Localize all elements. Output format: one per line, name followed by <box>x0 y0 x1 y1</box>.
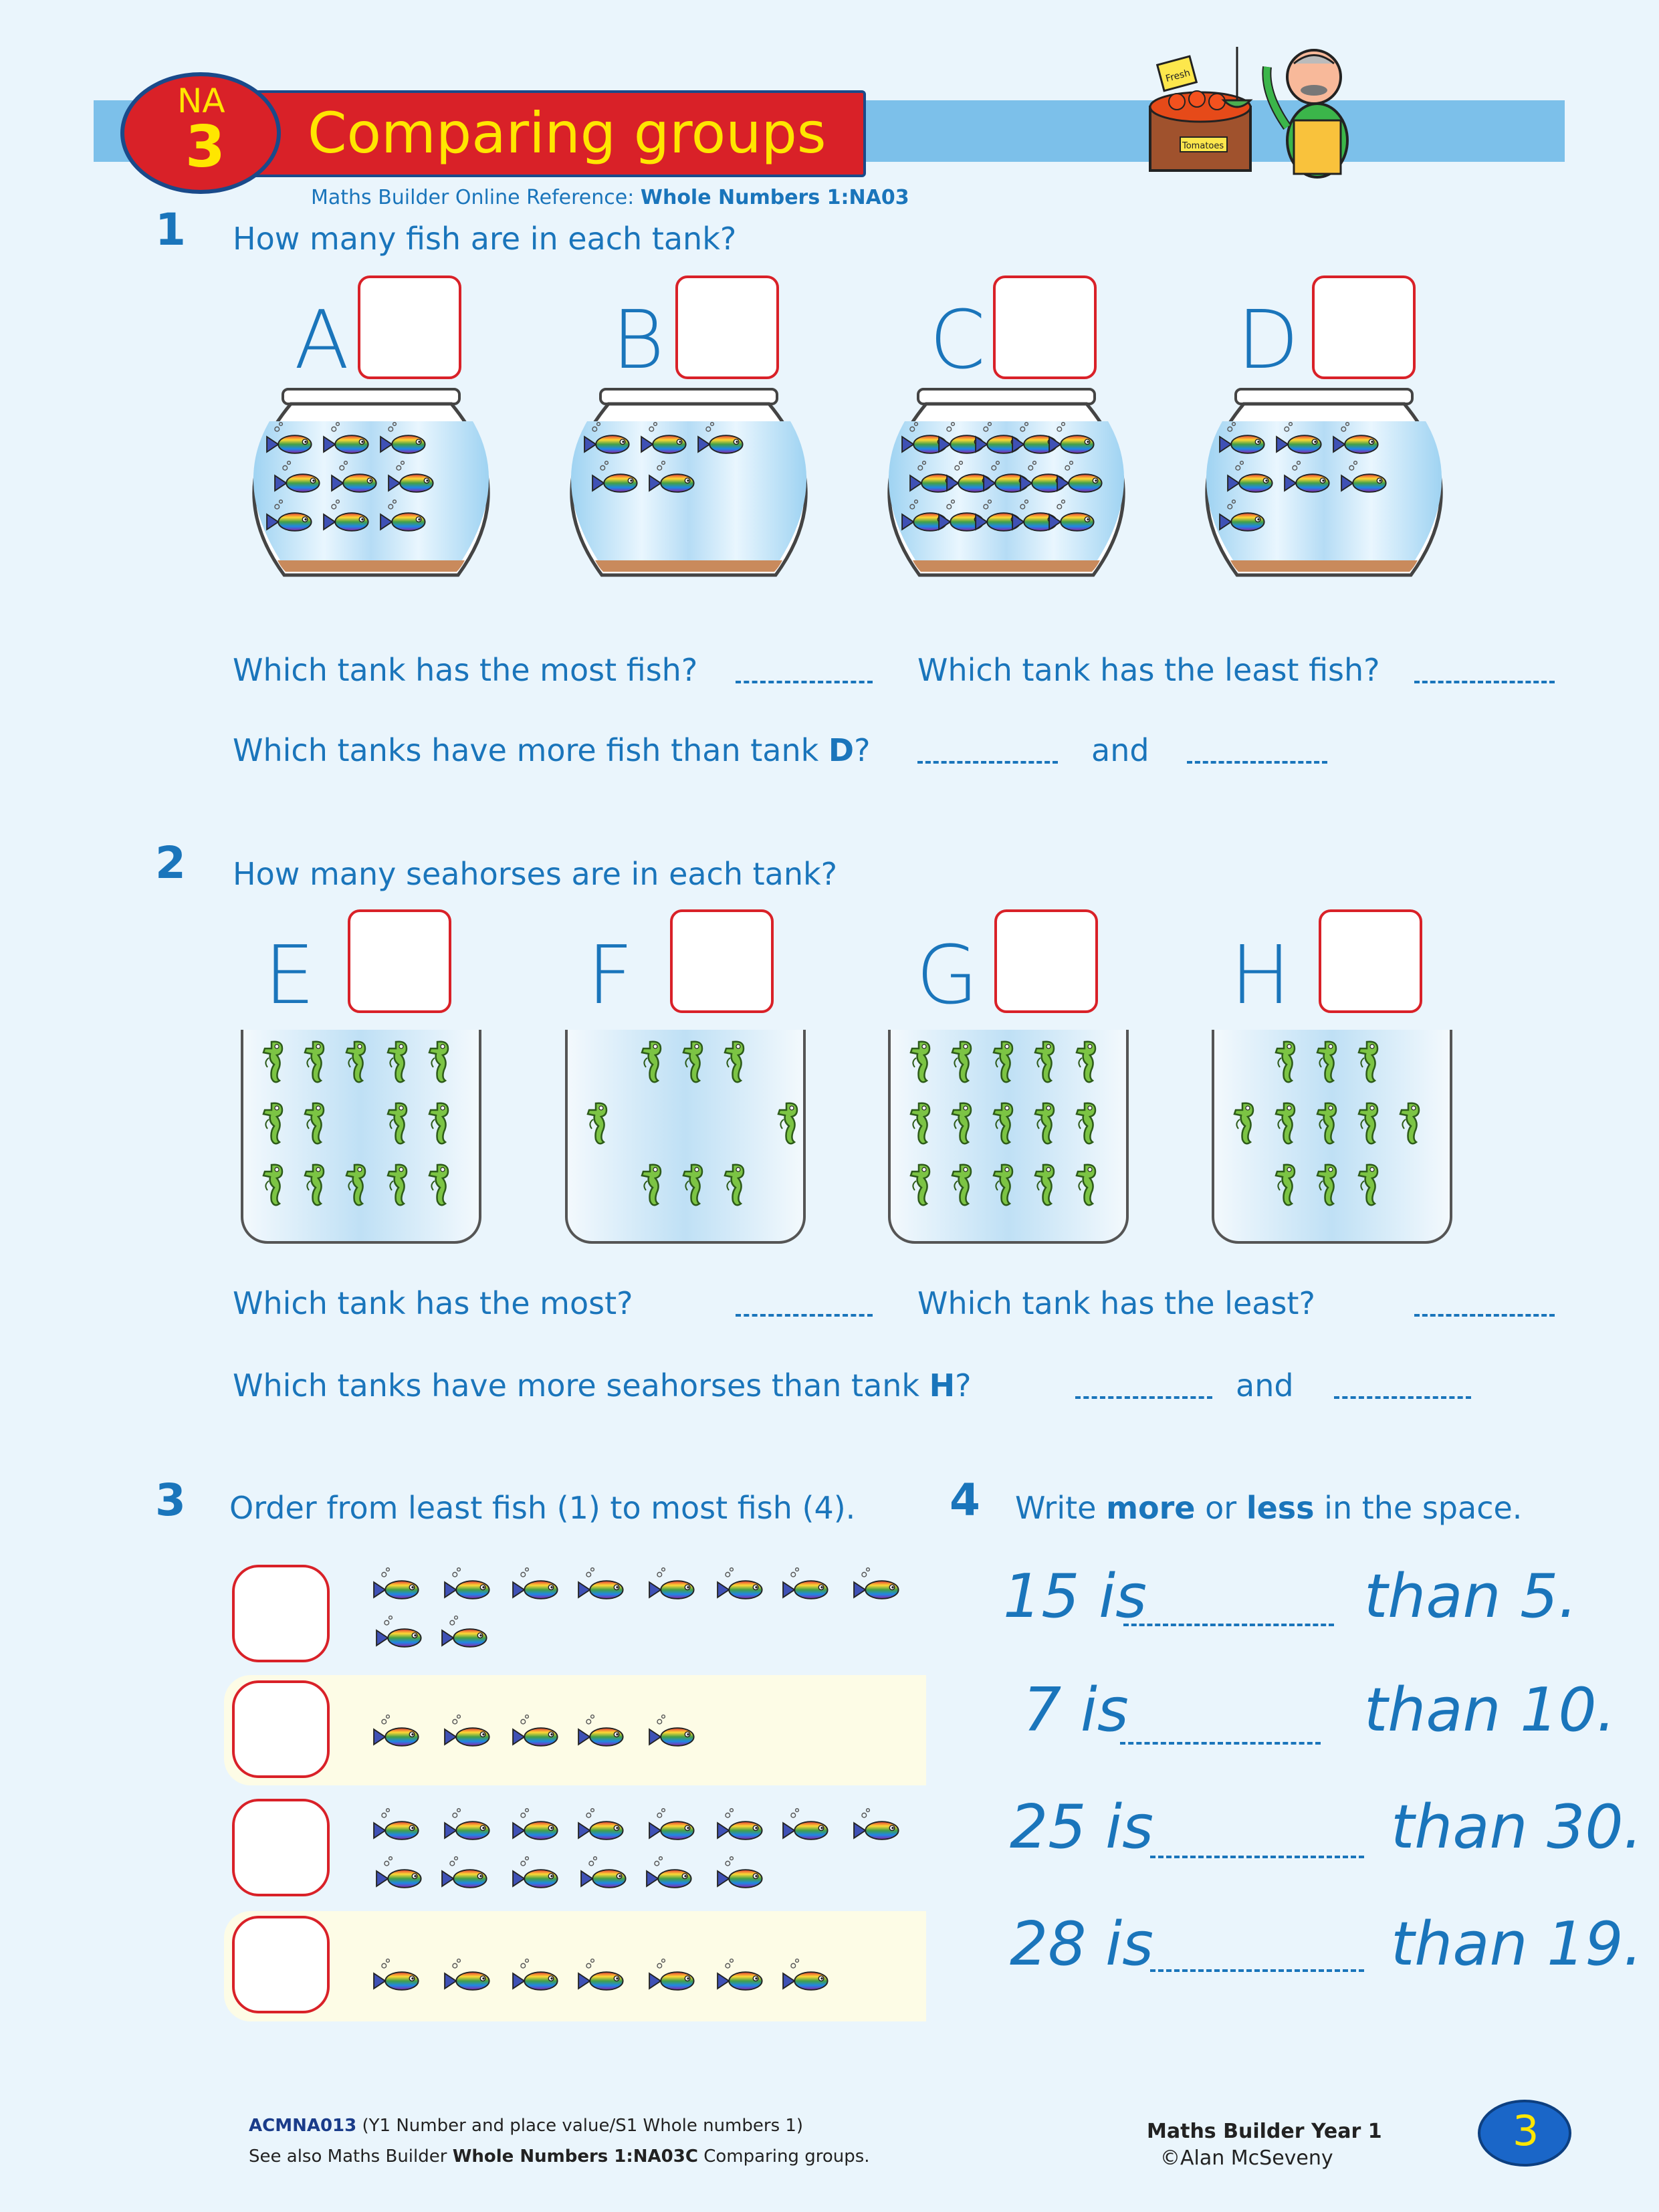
footer-see-also <box>249 2146 870 2167</box>
q2-least-answer[interactable] <box>1414 1314 1555 1317</box>
online-reference <box>311 186 909 209</box>
q2-number: 2 <box>155 837 186 889</box>
shopkeeper-illustration <box>1143 20 1371 181</box>
ref-prefix: Maths Builder Online Reference: <box>311 186 641 209</box>
seahorse-icon <box>903 1161 940 1209</box>
na-label: NA <box>177 82 225 120</box>
seahorse-icon <box>634 1161 671 1209</box>
seahorse-icon <box>717 1161 754 1209</box>
fish-bowl-d <box>1190 388 1458 595</box>
seahorse-icon <box>1351 1038 1388 1086</box>
rainbow-fish-icon <box>513 1809 558 1840</box>
seahorse-icon <box>1027 1099 1065 1147</box>
rainbow-fish-icon <box>442 1616 487 1647</box>
seahorse-icon <box>380 1099 417 1147</box>
crate-text: Tomatoes <box>1182 141 1224 151</box>
seahorse-icon <box>1027 1161 1065 1209</box>
seahorse-icon <box>1309 1038 1347 1086</box>
tank-letter-f: F <box>587 929 634 1022</box>
seahorse-icon <box>338 1161 376 1209</box>
seahorse-icon <box>380 1161 417 1209</box>
fish-group-1 <box>368 1551 929 1665</box>
q1-most-question: Which tank has the most fish? <box>233 652 698 688</box>
rainbow-fish-icon <box>649 1568 694 1599</box>
seahorse-icon <box>1226 1099 1264 1147</box>
seahorse-icon <box>770 1099 806 1147</box>
q4-question <box>1015 1490 1522 1526</box>
tank-letter-h: H <box>1230 929 1291 1022</box>
footer-curriculum-code <box>249 2116 803 2136</box>
rainbow-fish-icon <box>513 1568 558 1599</box>
q1-question: How many fish are in each tank? <box>233 221 737 257</box>
seahorse-icon <box>717 1038 754 1086</box>
order-box-4[interactable] <box>232 1916 330 2013</box>
seahorse-tank-g <box>888 1030 1129 1244</box>
seahorse-icon <box>675 1161 713 1209</box>
seahorse-icon <box>634 1038 671 1086</box>
ref-bold: Whole Numbers 1:NA03 <box>640 186 909 209</box>
tank-letter-d: D <box>1237 294 1299 387</box>
q4-line-3-start: 25 is <box>1010 1792 1154 1862</box>
seahorse-icon <box>255 1161 293 1209</box>
na-number: 3 <box>185 114 225 181</box>
seahorse-icon <box>421 1099 459 1147</box>
q1-most-answer[interactable] <box>736 681 873 683</box>
seahorse-icon <box>903 1038 940 1086</box>
q2-more-than-question <box>233 1367 972 1404</box>
seahorse-icon <box>297 1099 334 1147</box>
rainbow-fish-icon <box>445 1959 489 1990</box>
seahorse-icon <box>944 1038 982 1086</box>
seahorse-icon <box>421 1038 459 1086</box>
rainbow-fish-icon <box>783 1959 828 1990</box>
footer-see-suffix: Comparing groups. <box>697 2146 870 2167</box>
tank-letter-c: C <box>929 294 986 387</box>
seahorse-tank-e <box>241 1030 481 1244</box>
rainbow-fish-icon <box>578 1809 623 1840</box>
rainbow-fish-icon <box>374 1715 419 1746</box>
rainbow-fish-icon <box>649 1715 694 1746</box>
rainbow-fish-icon <box>445 1715 489 1746</box>
rainbow-fish-icon <box>578 1568 623 1599</box>
fish-group-4 <box>368 1943 929 2009</box>
seahorse-icon <box>1069 1161 1106 1209</box>
seahorse-icon <box>675 1038 713 1086</box>
seahorse-icon <box>255 1099 293 1147</box>
rainbow-fish-icon <box>374 1568 419 1599</box>
rainbow-fish-icon <box>578 1959 623 1990</box>
rainbow-fish-icon <box>374 1959 419 1990</box>
seahorse-icon <box>1268 1161 1305 1209</box>
q2-more-suffix: ? <box>955 1367 972 1404</box>
seahorse-icon <box>1268 1038 1305 1086</box>
q2-most-answer[interactable] <box>736 1314 873 1317</box>
tank-g-count-box[interactable] <box>994 909 1098 1013</box>
footer-code: ACMNA013 <box>249 2116 357 2136</box>
rainbow-fish-icon <box>783 1809 828 1840</box>
q2-more-prefix: Which tanks have more seahorses than tank <box>233 1367 929 1404</box>
seahorse-tank-f <box>565 1030 806 1244</box>
q2-more-tank: H <box>929 1367 956 1404</box>
q1-more-tank: D <box>828 732 855 768</box>
tank-letter-b: B <box>612 294 665 387</box>
seahorse-icon <box>944 1099 982 1147</box>
rainbow-fish-icon <box>717 1568 762 1599</box>
q2-most-question: Which tank has the most? <box>233 1285 633 1321</box>
seahorse-icon <box>1351 1161 1388 1209</box>
q4-less-word: less <box>1246 1490 1315 1526</box>
rainbow-fish-icon <box>513 1857 558 1888</box>
q3-number: 3 <box>155 1474 186 1526</box>
order-box-2[interactable] <box>232 1680 330 1778</box>
q1-more-suffix: ? <box>854 732 871 768</box>
q2-more-answer-2[interactable] <box>1334 1396 1471 1399</box>
q2-more-answer-1[interactable] <box>1075 1396 1212 1399</box>
q2-question: How many seahorses are in each tank? <box>233 856 838 892</box>
page-title: Comparing groups <box>308 100 826 166</box>
seahorse-icon <box>421 1161 459 1209</box>
rainbow-fish-icon <box>513 1959 558 1990</box>
seahorse-icon <box>903 1099 940 1147</box>
q4-line-1-blank[interactable] <box>1123 1624 1334 1626</box>
q1-more-prefix: Which tanks have more fish than tank <box>233 732 828 768</box>
seahorse-icon <box>1351 1099 1388 1147</box>
footer-book-title: Maths Builder Year 1 <box>1147 2120 1382 2143</box>
tank-b-count-box[interactable] <box>675 275 779 379</box>
q4-line-3-end: than 30. <box>1391 1792 1643 1862</box>
footer-see-bold: Whole Numbers 1:NA03C <box>452 2146 698 2167</box>
q4-number: 4 <box>950 1474 980 1526</box>
footer-code-desc: (Y1 Number and place value/S1 Whole numbers 1) <box>356 2116 804 2136</box>
seahorse-icon <box>986 1099 1023 1147</box>
tank-d-count-box[interactable] <box>1312 275 1416 379</box>
seahorse-icon <box>1027 1038 1065 1086</box>
rainbow-fish-icon <box>374 1809 419 1840</box>
q4-more-word: more <box>1106 1490 1196 1526</box>
seahorse-icon <box>986 1161 1023 1209</box>
rainbow-fish-icon <box>376 1857 421 1888</box>
tank-h-count-box[interactable] <box>1319 909 1422 1013</box>
rainbow-fish-icon <box>649 1809 694 1840</box>
q1-least-question: Which tank has the least fish? <box>917 652 1380 688</box>
rainbow-fish-icon <box>647 1857 691 1888</box>
q4-prefix: Write <box>1015 1490 1107 1526</box>
rainbow-fish-icon <box>649 1959 694 1990</box>
rainbow-fish-icon <box>854 1809 899 1840</box>
q4-line-1-end: than 5. <box>1364 1561 1577 1632</box>
rainbow-fish-icon <box>783 1568 828 1599</box>
seahorse-icon <box>986 1038 1023 1086</box>
fish-group-3 <box>368 1792 929 1906</box>
fish-bowl-c <box>873 388 1140 595</box>
fish-group-2 <box>368 1698 929 1765</box>
q4-line-3-blank[interactable] <box>1150 1856 1364 1858</box>
footer-see-prefix: See also Maths Builder <box>249 2146 453 2167</box>
q4-line-1-start: 15 is <box>1003 1561 1147 1632</box>
rainbow-fish-icon <box>445 1809 489 1840</box>
q4-line-2-end: than 10. <box>1364 1675 1616 1745</box>
q1-number: 1 <box>155 204 186 255</box>
rainbow-fish-icon <box>717 1809 762 1840</box>
q1-more-answer-1[interactable] <box>917 761 1058 764</box>
q1-more-answer-2[interactable] <box>1187 761 1327 764</box>
seahorse-icon <box>1309 1161 1347 1209</box>
rainbow-fish-icon <box>376 1616 421 1647</box>
seahorse-icon <box>255 1038 293 1086</box>
seahorse-icon <box>1392 1099 1430 1147</box>
rainbow-fish-icon <box>854 1568 899 1599</box>
q2-and-word: and <box>1236 1367 1294 1404</box>
rainbow-fish-icon <box>717 1959 762 1990</box>
tank-a-count-box[interactable] <box>358 275 461 379</box>
seahorse-icon <box>297 1038 334 1086</box>
q4-line-4-end: than 19. <box>1391 1909 1643 1979</box>
rainbow-fish-icon <box>513 1715 558 1746</box>
seahorse-icon <box>1069 1099 1106 1147</box>
seahorse-icon <box>580 1099 617 1147</box>
seahorse-icon <box>944 1161 982 1209</box>
seahorse-icon <box>1268 1099 1305 1147</box>
fish-bowl-a <box>237 388 505 595</box>
seahorse-icon <box>1309 1099 1347 1147</box>
tank-letter-g: G <box>916 929 978 1022</box>
tank-f-count-box[interactable] <box>670 909 774 1013</box>
tank-letter-a: A <box>294 294 350 387</box>
seahorse-tank-h <box>1212 1030 1452 1244</box>
tank-letter-e: E <box>264 929 315 1022</box>
rainbow-fish-icon <box>581 1857 626 1888</box>
seahorse-icon <box>1069 1038 1106 1086</box>
seahorse-icon <box>297 1161 334 1209</box>
q4-line-2-start: 7 is <box>1023 1675 1129 1745</box>
tank-c-count-box[interactable] <box>993 275 1097 379</box>
rainbow-fish-icon <box>717 1857 762 1888</box>
q3-question: Order from least fish (1) to most fish (4). <box>229 1490 856 1526</box>
rainbow-fish-icon <box>578 1715 623 1746</box>
rainbow-fish-icon <box>442 1857 487 1888</box>
q4-or-word: or <box>1195 1490 1246 1526</box>
rainbow-fish-icon <box>445 1568 489 1599</box>
footer-copyright: ©Alan McSeveny <box>1160 2146 1333 2170</box>
q4-suffix: in the space. <box>1314 1490 1523 1526</box>
fish-bowl-b <box>555 388 822 595</box>
q1-more-than-question <box>233 732 870 768</box>
seahorse-icon <box>380 1038 417 1086</box>
q4-line-2-blank[interactable] <box>1120 1742 1321 1745</box>
sign-text: Fresh <box>1164 68 1192 85</box>
q2-least-question: Which tank has the least? <box>917 1285 1315 1321</box>
tank-e-count-box[interactable] <box>348 909 451 1013</box>
q1-least-answer[interactable] <box>1414 681 1555 683</box>
order-box-1[interactable] <box>232 1565 330 1662</box>
seahorse-icon <box>338 1038 376 1086</box>
page-number: 3 <box>1513 2106 1539 2155</box>
q4-line-4-blank[interactable] <box>1150 1969 1364 1972</box>
order-box-3[interactable] <box>232 1799 330 1896</box>
q4-line-4-start: 28 is <box>1010 1909 1154 1979</box>
q1-and-word: and <box>1091 732 1149 768</box>
